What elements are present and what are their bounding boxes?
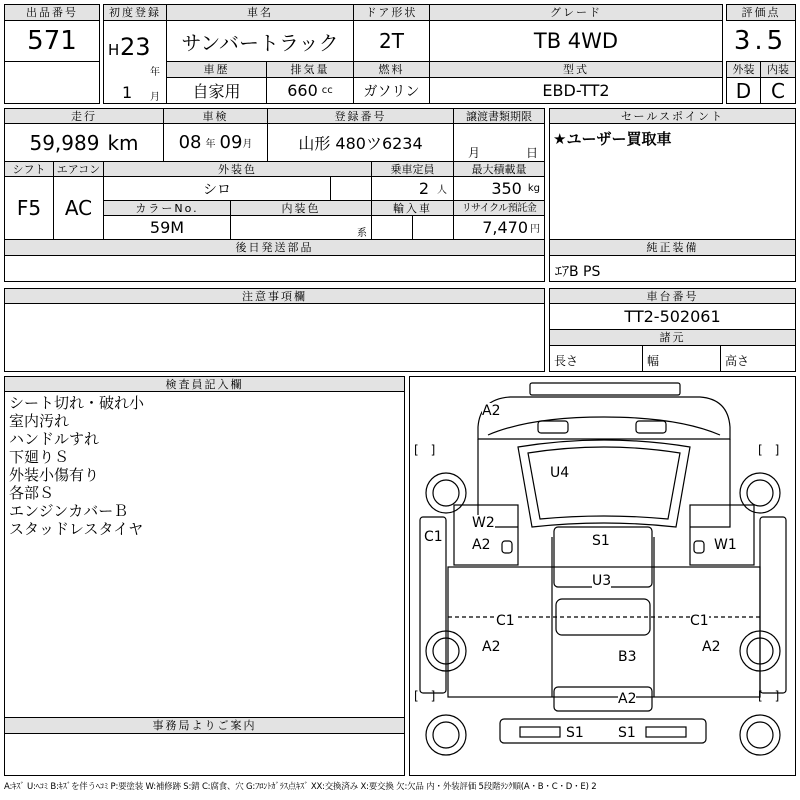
load: 350 xyxy=(491,179,522,198)
reg-year-unit: 年 xyxy=(150,67,160,78)
lot-blank xyxy=(4,62,100,104)
inspector-line: 外装小傷有り xyxy=(9,466,100,484)
import-cell-b xyxy=(413,216,454,240)
chassis-label: 車台番号 xyxy=(549,288,796,304)
bracket-marker: [ ] xyxy=(758,689,780,703)
damage-mark: S1 xyxy=(592,533,610,549)
reg-month-unit: 月 xyxy=(150,92,160,103)
score: 3.5 xyxy=(726,21,796,62)
sales-point: ★ユーザー買取車 xyxy=(553,130,672,148)
office-box xyxy=(4,734,405,776)
displacement-label: 排気量 xyxy=(267,62,354,78)
fuel-label: 燃料 xyxy=(354,62,430,78)
bracket-marker: [ ] xyxy=(414,689,436,703)
recycle-label: リサイクル預託金 xyxy=(454,201,545,216)
color-blank xyxy=(331,177,372,201)
name-label: 車名 xyxy=(167,4,354,21)
insp-month: 09 xyxy=(219,132,243,153)
mileage-label: 走行 xyxy=(4,108,164,124)
lot-number: 571 xyxy=(4,21,100,62)
inspector-notes xyxy=(4,392,405,718)
fuel: ガソリン xyxy=(354,78,430,104)
interior-color-label: 内装色 xyxy=(231,201,372,216)
lot-label: 出品番号 xyxy=(4,4,100,21)
ext-score: D xyxy=(726,78,761,104)
ac-label: エアコン xyxy=(54,162,104,177)
transfer-month-unit: 月 xyxy=(468,146,481,160)
color: シロ xyxy=(104,177,331,201)
reg-year: 23 xyxy=(120,33,151,61)
damage-mark: U3 xyxy=(592,573,612,589)
recycle-unit: 円 xyxy=(530,224,540,235)
chassis-block xyxy=(549,288,796,372)
inspector-block xyxy=(4,376,405,776)
length-label: 長さ xyxy=(554,354,579,368)
damage-mark: A2 xyxy=(482,639,501,655)
capacity-unit: 人 xyxy=(437,185,447,196)
damage-mark: A2 xyxy=(702,639,721,655)
history-label: 車歴 xyxy=(167,62,267,78)
load-cell xyxy=(454,177,545,201)
color-no-label: カラーNo. xyxy=(104,201,231,216)
color-no: 59M xyxy=(104,216,231,240)
int-score: C xyxy=(761,78,796,104)
inspector-line: 下廻りＳ xyxy=(9,448,70,466)
caution-block xyxy=(4,288,545,372)
inspector-label: 検査員記入欄 xyxy=(4,376,405,392)
transfer-cell xyxy=(454,124,545,162)
grade: TB 4WD xyxy=(430,21,723,62)
displacement-cell xyxy=(267,78,354,104)
shift-label: シフト xyxy=(4,162,54,177)
grade-label: グレード xyxy=(430,4,723,21)
import-cell-a xyxy=(372,216,413,240)
later-parts-value xyxy=(4,256,545,282)
interior-color-cell xyxy=(231,216,372,240)
int-label: 内装 xyxy=(761,62,796,78)
capacity-label: 乗車定員 xyxy=(372,162,454,177)
mileage: 59,989 xyxy=(29,130,100,155)
mid-info-block xyxy=(4,108,545,282)
transfer-label: 譲渡書類期限 xyxy=(454,108,545,124)
inspection-label: 車検 xyxy=(164,108,268,124)
score-label: 評価点 xyxy=(726,4,796,21)
first-reg-value xyxy=(103,21,167,104)
era: H xyxy=(108,41,120,59)
damage-mark: A2 xyxy=(618,691,637,707)
first-reg-label: 初度登録 xyxy=(103,4,167,21)
chassis-number: TT2-502061 xyxy=(549,304,796,330)
equip-label: 純正装備 xyxy=(549,240,796,256)
insp-year: 08 xyxy=(178,132,202,153)
length-cell xyxy=(549,346,643,372)
recycle-cell xyxy=(454,216,545,240)
load-label: 最大積載量 xyxy=(454,162,545,177)
sales-block xyxy=(549,108,796,282)
height-label: 高さ xyxy=(725,354,750,368)
dims-label: 諸元 xyxy=(549,330,796,346)
interior-color-unit: 系 xyxy=(357,228,367,239)
height-cell xyxy=(721,346,796,372)
inspector-line: スタッドレスタイヤ xyxy=(9,520,144,538)
damage-mark: W2 xyxy=(472,515,495,531)
bracket-marker: [ ] xyxy=(758,443,780,457)
color-label: 外装色 xyxy=(104,162,372,177)
displacement: 660 xyxy=(287,81,318,100)
damage-mark: U4 xyxy=(550,465,570,481)
load-unit: kg xyxy=(527,183,540,194)
damage-legend: A:ｷｽﾞ U:ﾍｺﾐ B:ｷｽﾞを伴うﾍｺﾐ P:要塗装 W:補修跡 S:錆 C:腐食、穴 G:ﾌﾛﾝﾄｶﾞﾗｽ点ｷｽﾞ XX:交換済み X:要交換 欠:欠品 内・外装評価 5段階ﾗﾝｸ順(A・B・C・D・E) 2 xyxy=(4,782,597,792)
caution-label: 注意事項欄 xyxy=(4,288,545,304)
model: EBD-TT2 xyxy=(430,78,723,104)
plate-label: 登録番号 xyxy=(268,108,454,124)
transfer-day-unit: 日 xyxy=(526,146,539,160)
door-label: ドア形状 xyxy=(354,4,430,21)
damage-mark: S1 xyxy=(618,725,636,741)
damage-diagram xyxy=(409,376,796,776)
width-cell xyxy=(643,346,721,372)
width-label: 幅 xyxy=(647,354,660,368)
car-name: サンバートラック xyxy=(167,21,354,62)
import-label: 輸入車 xyxy=(372,201,454,216)
door-type: 2T xyxy=(354,21,430,62)
equipment: ｴｱB PS xyxy=(555,264,601,280)
damage-mark: A2 xyxy=(472,537,491,553)
inspector-line: エンジンカバーＢ xyxy=(9,502,129,520)
reg-month: 1 xyxy=(122,83,133,102)
capacity-cell xyxy=(372,177,454,201)
damage-mark: W1 xyxy=(714,537,737,553)
office-label: 事務局よりご案内 xyxy=(4,718,405,734)
displacement-unit: cc xyxy=(321,85,333,96)
sales-label: セールスポイント xyxy=(549,108,796,124)
damage-mark: B3 xyxy=(618,649,637,665)
damage-mark: C1 xyxy=(424,529,443,545)
later-parts-label: 後日発送部品 xyxy=(4,240,545,256)
recycle: 7,470 xyxy=(482,218,528,237)
equip-box xyxy=(549,256,796,282)
mileage-unit: km xyxy=(107,130,139,155)
mileage-cell xyxy=(4,124,164,162)
model-label: 型式 xyxy=(430,62,723,78)
damage-mark: A2 xyxy=(482,403,501,419)
inspection-cell xyxy=(164,124,268,162)
ac: AC xyxy=(54,177,104,240)
caution-box xyxy=(4,304,545,372)
history: 自家用 xyxy=(167,78,267,104)
top-info-block xyxy=(4,4,796,104)
shift: F5 xyxy=(4,177,54,240)
bracket-marker: [ ] xyxy=(414,443,436,457)
ext-label: 外装 xyxy=(726,62,761,78)
insp-year-unit: 年 xyxy=(205,139,216,150)
inspector-line: 室内汚れ xyxy=(9,412,70,430)
damage-mark: C1 xyxy=(496,613,515,629)
inspector-line: シート切れ・破れ小 xyxy=(9,394,145,412)
insp-month-unit: 月 xyxy=(242,139,253,150)
plate: 山形 480ツ6234 xyxy=(268,124,454,162)
damage-mark: S1 xyxy=(566,725,584,741)
inspector-line: 各部Ｓ xyxy=(9,484,55,502)
capacity: 2 xyxy=(418,179,429,198)
damage-mark: C1 xyxy=(690,613,709,629)
inspector-line: ハンドルすれ xyxy=(9,430,100,448)
sales-point-box xyxy=(549,124,796,240)
